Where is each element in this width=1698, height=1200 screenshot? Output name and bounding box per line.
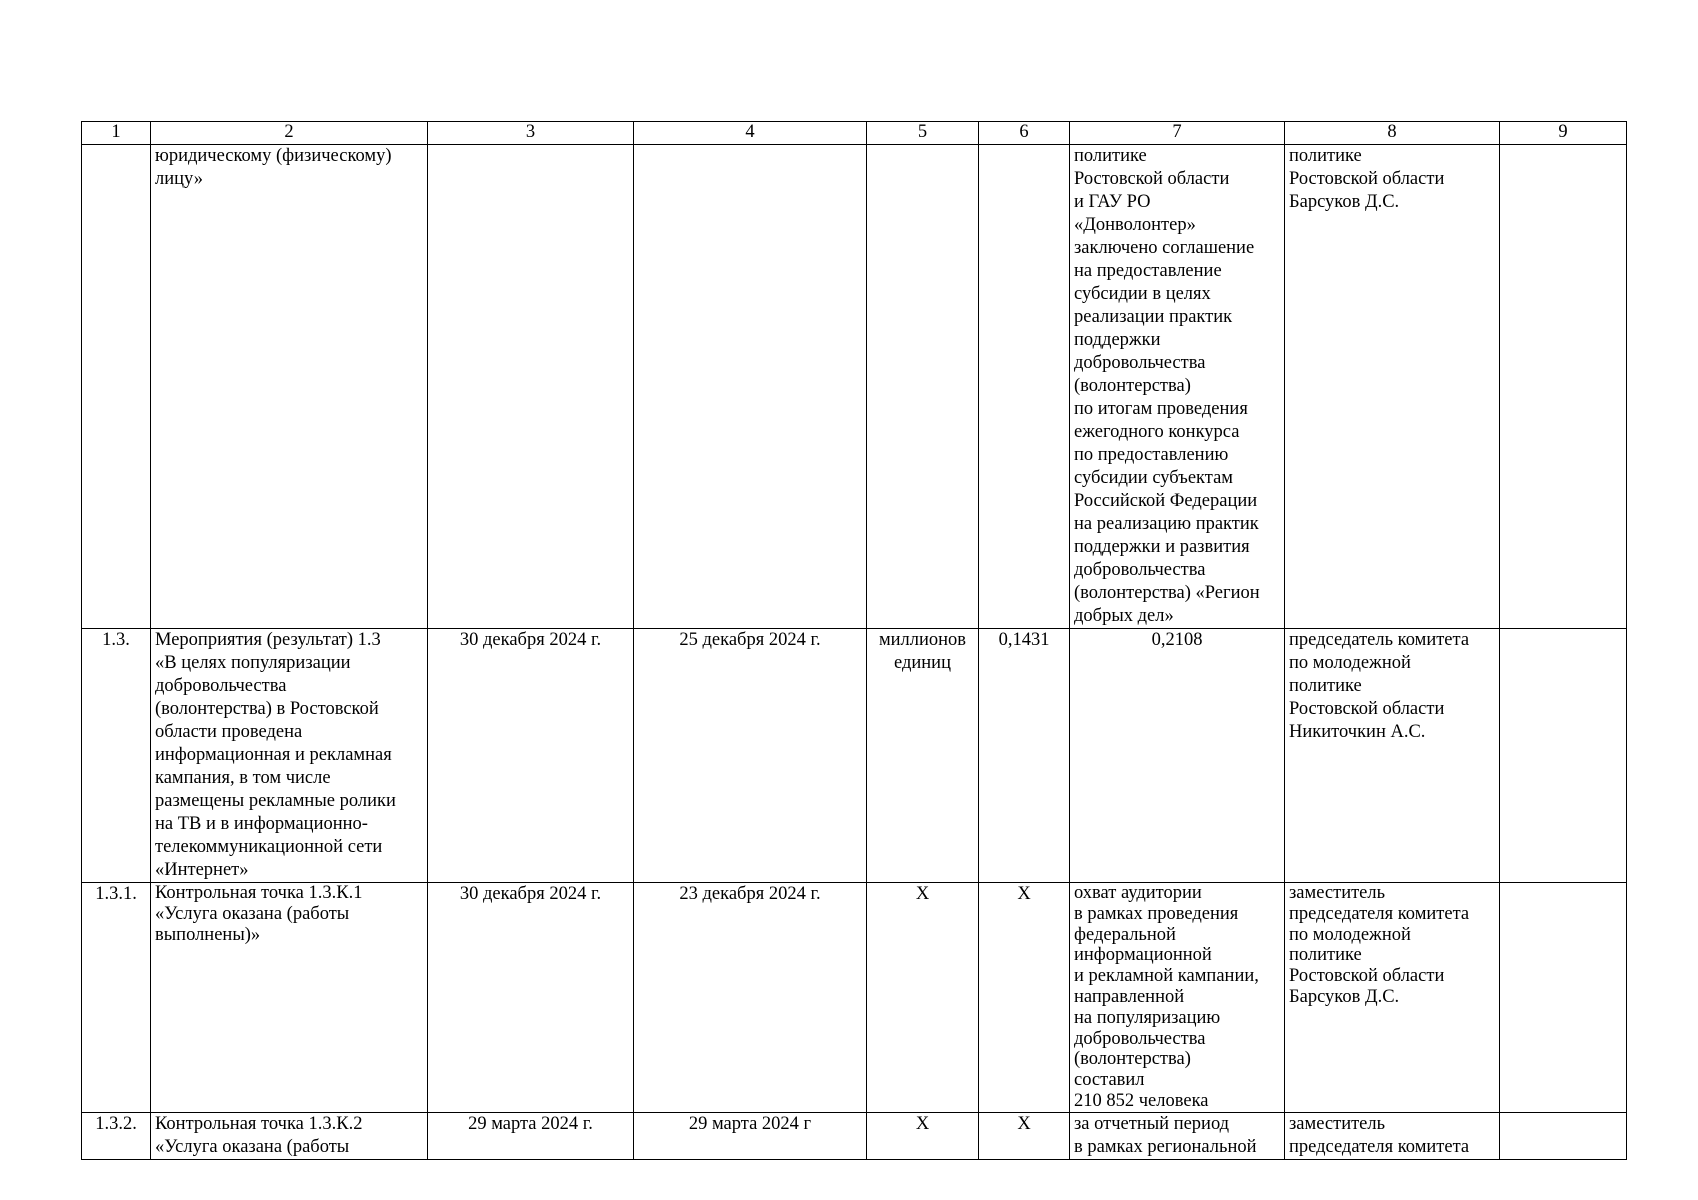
plan-value: Х <box>979 1112 1070 1159</box>
table-row <box>82 629 1627 883</box>
event-name: Контрольная точка 1.3.К.1 «Услуга оказана (работы выполнены)» <box>151 883 428 1113</box>
actual-date: 23 декабря 2024 г. <box>634 883 867 1113</box>
responsible-person: заместитель председателя комитета по молодежной политике Ростовской области Барсуков Д.С. <box>1285 883 1500 1113</box>
actual-date: 29 марта 2024 г <box>634 1112 867 1159</box>
row-number: 1.3.1. <box>82 883 151 1113</box>
planned-date: 29 марта 2024 г. <box>428 1112 634 1159</box>
responsible-person: политике Ростовской области Барсуков Д.С. <box>1285 145 1500 629</box>
responsible-person: заместитель председателя комитета <box>1285 1112 1500 1159</box>
planned-date: 30 декабря 2024 г. <box>428 629 634 883</box>
result-description: политике Ростовской области и ГАУ РО «Донволонтер» заключено соглашение на предоставление субсидии в целях реализации практик поддержки добровольчества (волонтерства) по итогам проведения ежегодного конкурса по предоставлению субсидии субъектам Российской Федерации на реализацию практик поддержки и развития добровольчества (волонтерства) «Регион добрых дел» <box>1070 145 1285 629</box>
planned-date: 30 декабря 2024 г. <box>428 883 634 1113</box>
col-header-3: 3 <box>428 122 634 145</box>
note <box>1500 1112 1627 1159</box>
result-description: охват аудитории в рамках проведения федеральной информационной и рекламной кампании, направленной на популяризацию добровольчества (волонтерства) составил 210 852 человека <box>1070 883 1285 1113</box>
unit: миллионов единиц <box>867 629 979 883</box>
unit: Х <box>867 1112 979 1159</box>
row-number <box>82 145 151 629</box>
table-row <box>82 1112 1627 1159</box>
result-description: 0,2108 <box>1070 629 1285 883</box>
event-name: юридическому (физическому) лицу» <box>151 145 428 629</box>
planned-date <box>428 145 634 629</box>
col-header-1: 1 <box>82 122 151 145</box>
note <box>1500 629 1627 883</box>
note <box>1500 145 1627 629</box>
table-row <box>82 145 1627 629</box>
unit <box>867 145 979 629</box>
row-number: 1.3.2. <box>82 1112 151 1159</box>
event-name: Контрольная точка 1.3.К.2 «Услуга оказана (работы <box>151 1112 428 1159</box>
note <box>1500 883 1627 1113</box>
actual-date <box>634 145 867 629</box>
responsible-person: председатель комитета по молодежной политике Ростовской области Никиточкин А.С. <box>1285 629 1500 883</box>
table-row <box>82 883 1627 1113</box>
plan-value: 0,1431 <box>979 629 1070 883</box>
event-name: Мероприятия (результат) 1.3 «В целях популяризации добровольчества (волонтерства) в Ростовской области проведена информационная и рекламная кампания, в том числе размещены рекламные ролики на ТВ и в информационно- телекоммуникационной сети «Интернет» <box>151 629 428 883</box>
unit: Х <box>867 883 979 1113</box>
col-header-4: 4 <box>634 122 867 145</box>
col-header-7: 7 <box>1070 122 1285 145</box>
col-header-2: 2 <box>151 122 428 145</box>
col-header-9: 9 <box>1500 122 1627 145</box>
row-number: 1.3. <box>82 629 151 883</box>
col-header-6: 6 <box>979 122 1070 145</box>
col-header-5: 5 <box>867 122 979 145</box>
plan-value <box>979 145 1070 629</box>
plan-value: Х <box>979 883 1070 1113</box>
report-table <box>81 121 1627 1160</box>
col-header-8: 8 <box>1285 122 1500 145</box>
actual-date: 25 декабря 2024 г. <box>634 629 867 883</box>
header-row <box>82 122 1627 145</box>
result-description: за отчетный период в рамках региональной <box>1070 1112 1285 1159</box>
